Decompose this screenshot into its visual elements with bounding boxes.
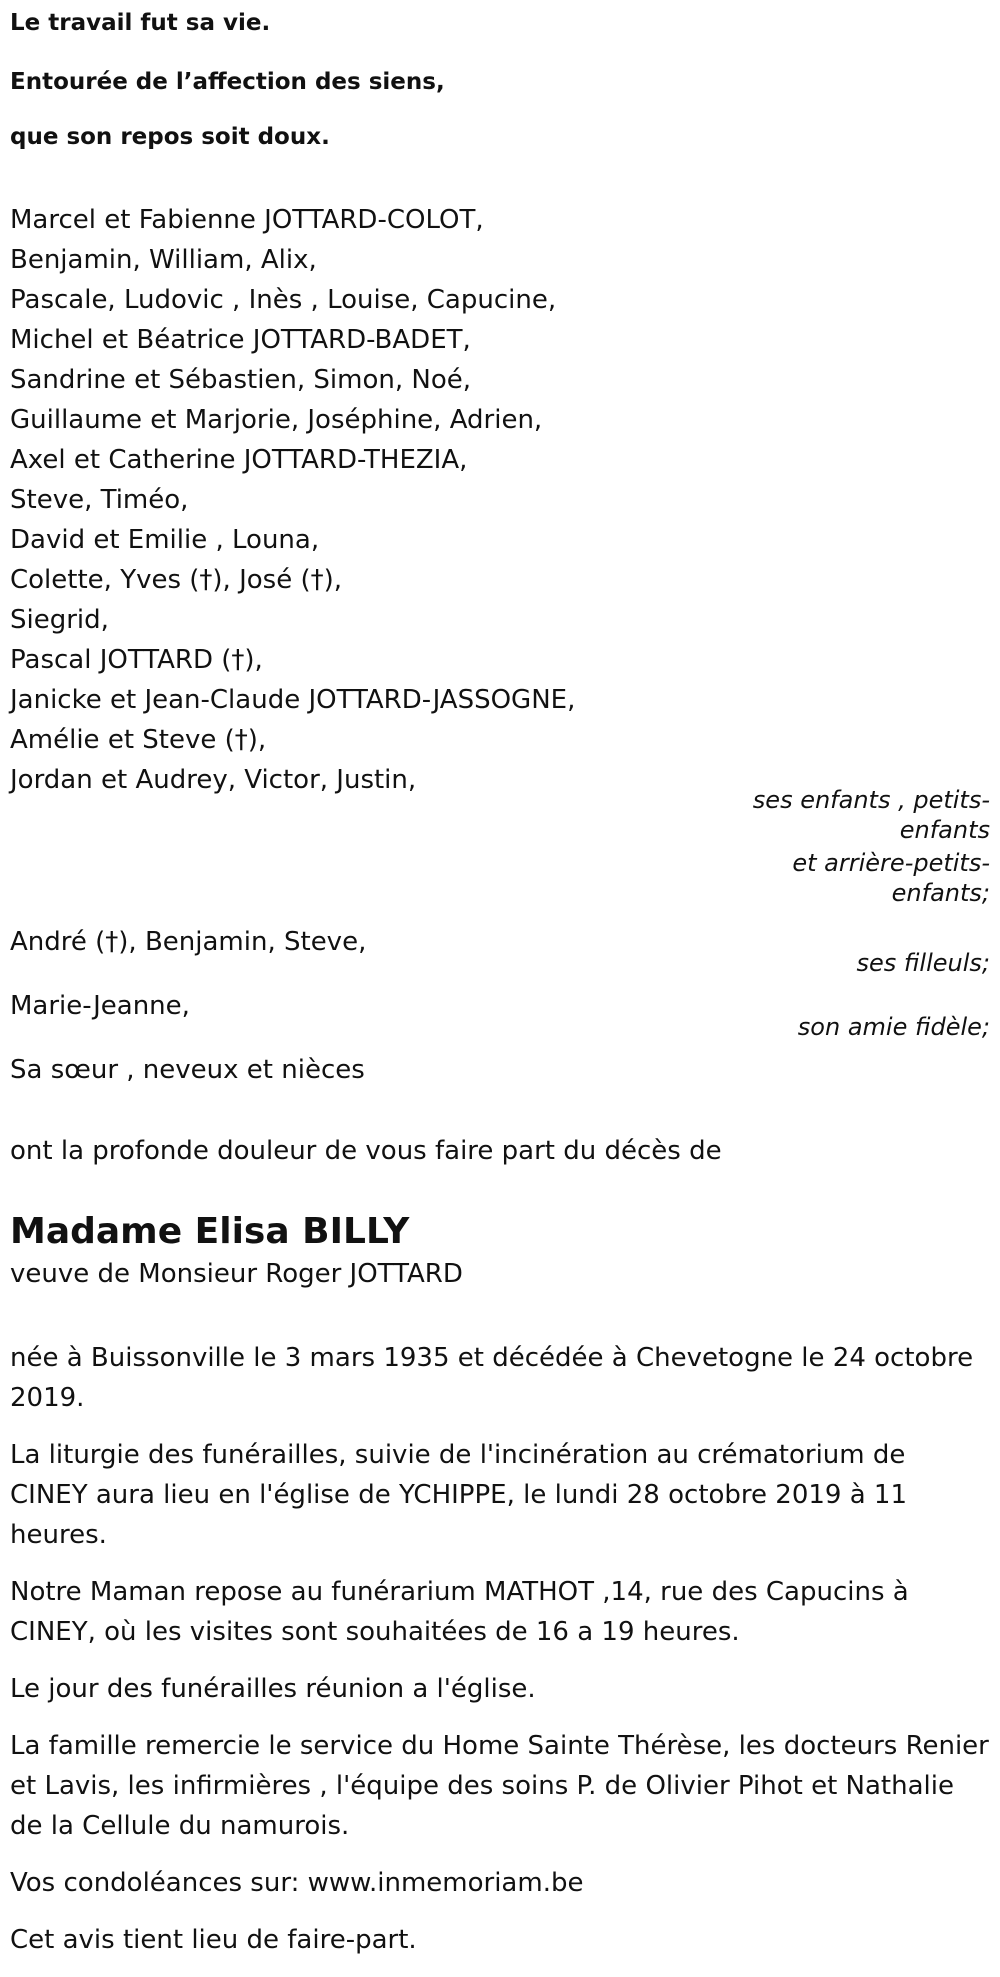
motto-line-2: Entourée de l’affection des siens, [10, 69, 445, 95]
deceased-name: Madame Elisa BILLY [10, 1211, 410, 1252]
family-line: Siegrid, [10, 605, 109, 635]
family-line: Guillaume et Marjorie, Joséphine, Adrien, [10, 405, 543, 435]
motto-line-3: que son repos soit doux. [10, 124, 330, 150]
widow-of-line: veuve de Monsieur Roger JOTTARD [10, 1259, 463, 1289]
family-line: Pascal JOTTARD (†), [10, 645, 263, 675]
family-line: Sandrine et Sébastien, Simon, Noé, [10, 365, 472, 395]
family-line: Marcel et Fabienne JOTTARD-COLOT, [10, 205, 484, 235]
family-line: Axel et Catherine JOTTARD-THEZIA, [10, 445, 468, 475]
reunion-paragraph: Le jour des funérailles réunion a l'église. [10, 1674, 536, 1704]
birth-death-paragraph: née à Buissonville le 3 mars 1935 et décédée à Chevetogne le 24 octobre 2019. [10, 1343, 974, 1413]
family-line: Colette, Yves (†), José (†), [10, 565, 343, 595]
family-line: Benjamin, William, Alix, [10, 245, 317, 275]
funeral-paragraph: La liturgie des funérailles, suivie de l'incinération au crématorium de CINEY aura lieu en l'église de YCHIPPE, le lundi 28 octobre 2019 à 11 heures. [10, 1440, 908, 1550]
announcement-line: ont la profonde douleur de vous faire part du décès de [10, 1136, 722, 1166]
condolences-paragraph: Vos condoléances sur: www.inmemoriam.be [10, 1868, 584, 1898]
friend-name: Marie-Jeanne, [10, 991, 190, 1021]
family-line: Pascale, Ludovic , Inès , Louise, Capucine, [10, 285, 557, 315]
thanks-paragraph: La famille remercie le service du Home Sainte Thérèse, les docteurs Renier et Lavis, les infirmières , l'équipe des soins P. de Olivier Pihot et Nathalie de la Cellule du namurois. [10, 1731, 989, 1841]
grandchildren-relation-note: et arrière-petits-enfants; [792, 849, 990, 907]
notice-closing: Cet avis tient lieu de faire-part. [10, 1925, 417, 1955]
obituary-notice [10, 0, 990, 1969]
family-line: Michel et Béatrice JOTTARD-BADET, [10, 325, 471, 355]
notice-body [10, 1338, 990, 1977]
friend-relation-note: son amie fidèle; [797, 1013, 990, 1041]
family-line: David et Emilie , Louna, [10, 525, 320, 555]
children-relation-note: ses enfants , petits-enfants [752, 786, 990, 844]
motto-line-1: Le travail fut sa vie. [10, 10, 271, 36]
funeral-home-paragraph: Notre Maman repose au funérarium MATHOT ,14, rue des Capucins à CINEY, où les visites sont souhaitées de 16 a 19 heures. [10, 1577, 909, 1647]
sister-line: Sa sœur , neveux et nièces [10, 1055, 365, 1085]
family-line: Amélie et Steve (†), [10, 725, 267, 755]
godsons-relation-note: ses filleuls; [856, 949, 990, 977]
family-line: Janicke et Jean-Claude JOTTARD-JASSOGNE, [10, 685, 576, 715]
family-line: Steve, Timéo, [10, 485, 189, 515]
family-list [10, 200, 710, 800]
godsons-names: André (†), Benjamin, Steve, [10, 927, 367, 957]
family-line: Jordan et Audrey, Victor, Justin, [10, 765, 417, 795]
